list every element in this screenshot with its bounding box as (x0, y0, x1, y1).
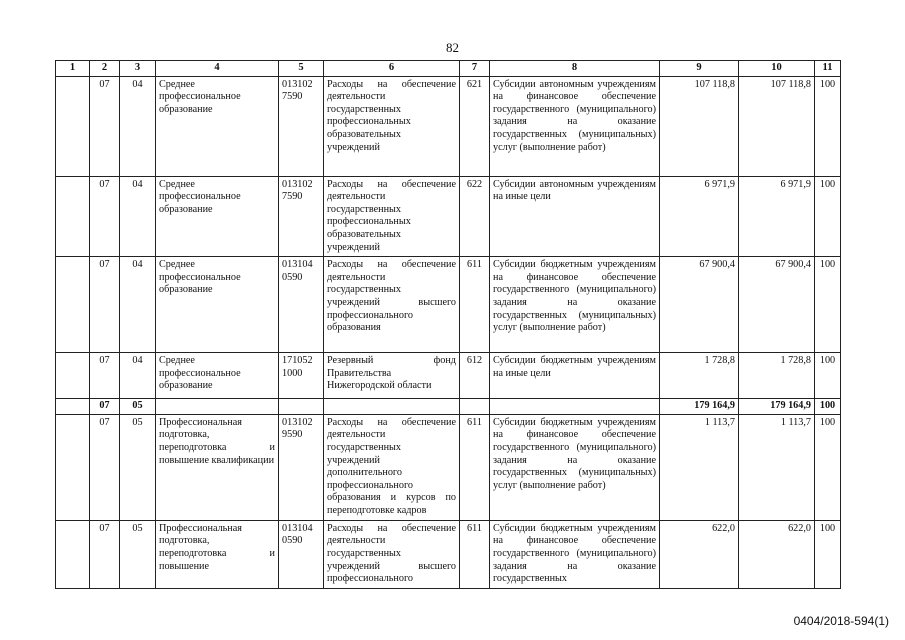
cell-section-name: Профессиональная подготовка, переподготовка и повышение квалификации (156, 414, 279, 520)
cell-amount-plan: 67 900,4 (660, 257, 739, 353)
cell-subsection: 05 (120, 520, 156, 588)
cell-section-name: Среднее профессиональное образование (156, 176, 279, 257)
cell-percent: 100 (815, 414, 841, 520)
cell-percent: 100 (815, 353, 841, 399)
cell-target-code: 013102 7590 (279, 76, 324, 176)
column-header: 3 (120, 61, 156, 77)
column-header: 2 (90, 61, 120, 77)
cell-expense-type: 621 (460, 76, 490, 176)
cell-amount-plan: 1 113,7 (660, 414, 739, 520)
cell-target-code: 013104 0590 (279, 257, 324, 353)
cell-subsection: 04 (120, 257, 156, 353)
cell-amount-fact: 67 900,4 (739, 257, 815, 353)
cell-amount-fact: 6 971,9 (739, 176, 815, 257)
cell-percent: 100 (815, 176, 841, 257)
cell-col1 (56, 76, 90, 176)
cell-expense-type: 611 (460, 414, 490, 520)
cell-section: 07 (90, 76, 120, 176)
table-row (56, 76, 841, 176)
cell-section-name: Среднее профессиональное образование (156, 257, 279, 353)
column-header: 8 (490, 61, 660, 77)
cell-subsection: 04 (120, 353, 156, 399)
cell-percent: 100 (815, 520, 841, 588)
cell-target-code: 171052 1000 (279, 353, 324, 399)
cell-col1 (56, 353, 90, 399)
table-row (56, 257, 841, 353)
table-row (56, 353, 841, 399)
cell-target-code: 013104 0590 (279, 520, 324, 588)
column-header: 6 (324, 61, 460, 77)
column-header: 7 (460, 61, 490, 77)
cell-amount-fact: 1 728,8 (739, 353, 815, 399)
cell-amount-plan: 622,0 (660, 520, 739, 588)
cell-section: 07 (90, 257, 120, 353)
cell-target-code: 013102 7590 (279, 176, 324, 257)
cell-section: 07 (90, 520, 120, 588)
document-code: 0404/2018-594(1) (793, 614, 889, 628)
column-header: 5 (279, 61, 324, 77)
cell-amount-fact: 179 164,9 (739, 399, 815, 415)
budget-table (55, 60, 841, 589)
cell-section: 07 (90, 399, 120, 415)
page-number: 82 (446, 40, 459, 55)
column-header: 9 (660, 61, 739, 77)
cell-subsection: 04 (120, 76, 156, 176)
cell-target-name: Резервный фонд Правительства Нижегородской области (324, 353, 460, 399)
cell-col1 (56, 257, 90, 353)
subtotal-row (56, 399, 841, 415)
cell-expense-name: Субсидии автономным учреждениям на иные цели (490, 176, 660, 257)
cell-target-name: Расходы на обеспечение деятельности государственных профессиональных образовательных учреждений (324, 76, 460, 176)
cell-target-name: Расходы на обеспечение деятельности государственных учреждений высшего профессионального (324, 520, 460, 588)
table-row (56, 176, 841, 257)
cell-col1 (56, 176, 90, 257)
cell-target-name: Расходы на обеспечение деятельности государственных профессиональных образовательных учреждений (324, 176, 460, 257)
cell-target-code: 013102 9590 (279, 414, 324, 520)
cell-col1 (56, 520, 90, 588)
cell-col1 (56, 414, 90, 520)
cell-subsection: 04 (120, 176, 156, 257)
cell-section: 07 (90, 176, 120, 257)
cell-amount-plan: 1 728,8 (660, 353, 739, 399)
cell-amount-fact: 107 118,8 (739, 76, 815, 176)
cell-subsection: 05 (120, 399, 156, 415)
cell-amount-plan: 179 164,9 (660, 399, 739, 415)
cell-expense-name: Субсидии бюджетным учреждениям на иные цели (490, 353, 660, 399)
cell-target-code (279, 399, 324, 415)
cell-subsection: 05 (120, 414, 156, 520)
cell-expense-type: 612 (460, 353, 490, 399)
cell-percent: 100 (815, 399, 841, 415)
cell-col1 (56, 399, 90, 415)
cell-expense-name (490, 399, 660, 415)
cell-section: 07 (90, 353, 120, 399)
cell-section-name: Среднее профессиональное образование (156, 353, 279, 399)
cell-section: 07 (90, 414, 120, 520)
column-header: 1 (56, 61, 90, 77)
cell-amount-fact: 1 113,7 (739, 414, 815, 520)
table-row (56, 414, 841, 520)
table-row (56, 520, 841, 588)
cell-expense-type: 611 (460, 520, 490, 588)
cell-amount-fact: 622,0 (739, 520, 815, 588)
cell-expense-type: 611 (460, 257, 490, 353)
cell-target-name: Расходы на обеспечение деятельности государственных учреждений высшего профессионального образования (324, 257, 460, 353)
column-header: 11 (815, 61, 841, 77)
cell-section-name: Профессиональная подготовка, переподготовка и повышение (156, 520, 279, 588)
cell-amount-plan: 6 971,9 (660, 176, 739, 257)
cell-target-name (324, 399, 460, 415)
cell-expense-type: 622 (460, 176, 490, 257)
cell-percent: 100 (815, 76, 841, 176)
cell-expense-name: Субсидии бюджетным учреждениям на финансовое обеспечение государственного (муниципального) задания на оказание государственных (490, 520, 660, 588)
column-header: 10 (739, 61, 815, 77)
cell-expense-name: Субсидии автономным учреждениям на финансовое обеспечение государственного (муниципального) задания на оказание государственных (муниципальных) услуг (выполнение работ) (490, 76, 660, 176)
cell-amount-plan: 107 118,8 (660, 76, 739, 176)
cell-target-name: Расходы на обеспечение деятельности государственных учреждений дополнительного профессионального образования и курсов по переподготовке кадров (324, 414, 460, 520)
cell-expense-name: Субсидии бюджетным учреждениям на финансовое обеспечение государственного (муниципального) задания на оказание государственных (муниципальных) услуг (выполнение работ) (490, 257, 660, 353)
cell-percent: 100 (815, 257, 841, 353)
table-header-row (56, 61, 841, 77)
cell-expense-type (460, 399, 490, 415)
cell-section-name: Среднее профессиональное образование (156, 76, 279, 176)
column-header: 4 (156, 61, 279, 77)
cell-expense-name: Субсидии бюджетным учреждениям на финансовое обеспечение государственного (муниципального) задания на оказание государственных (муниципальных) услуг (выполнение работ) (490, 414, 660, 520)
cell-section-name (156, 399, 279, 415)
